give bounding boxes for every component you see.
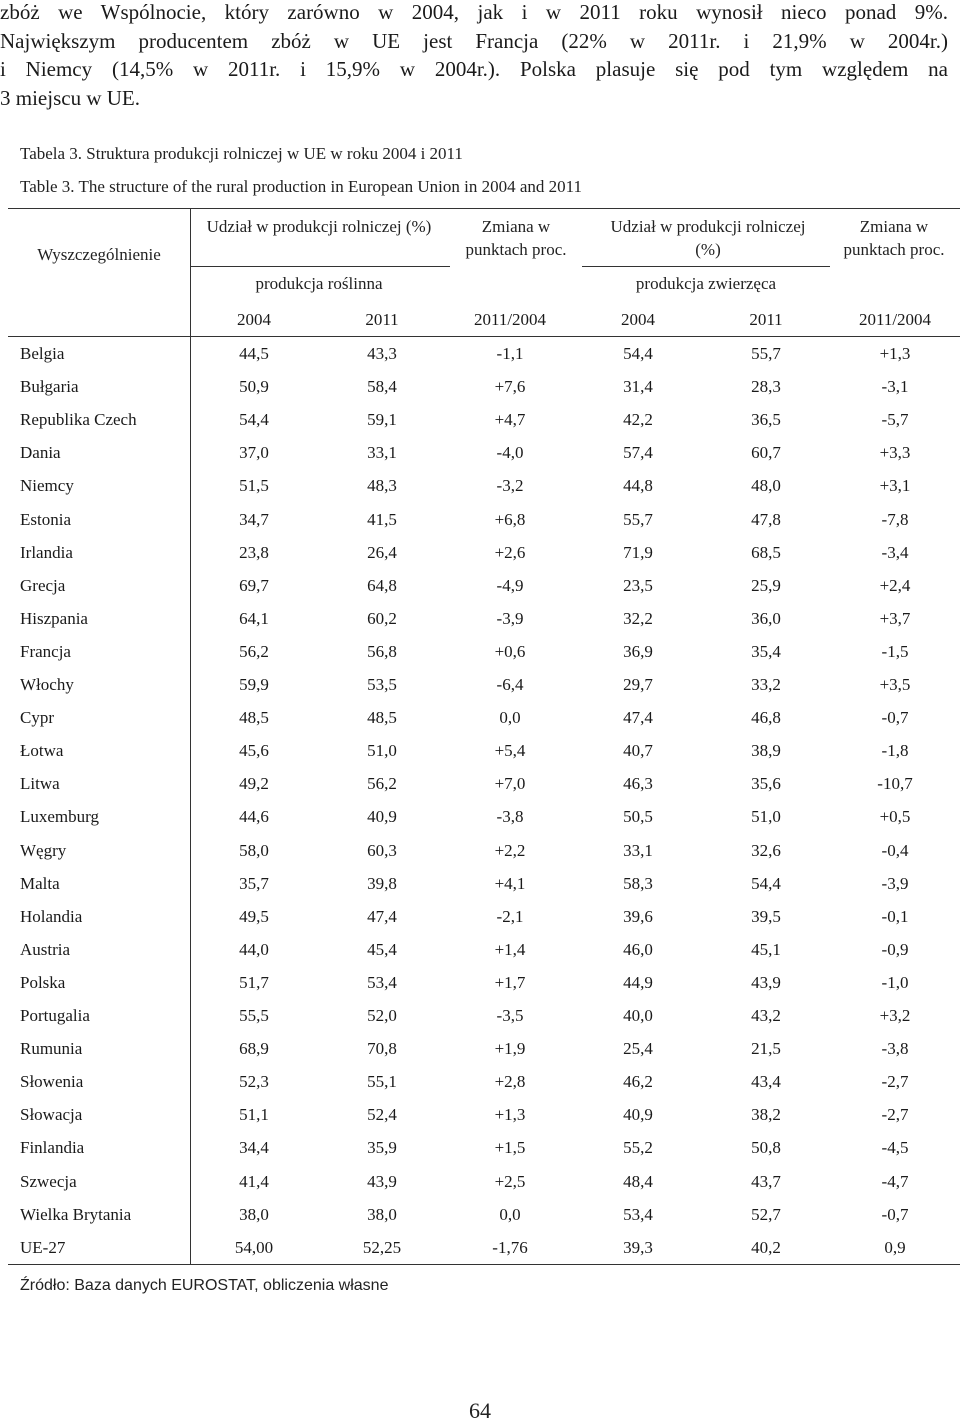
header-bottom-rule: [8, 336, 960, 337]
table-cell: 47,8: [751, 509, 781, 529]
row-label: Portugalia: [20, 1006, 90, 1025]
intro-line-2: Największym producentem zbóż w UE jest Francja (22% w 2011r. i 21,9% w 2004r.): [0, 28, 948, 53]
table-cell: -1,5: [881, 641, 909, 661]
table-cell: 21,5: [751, 1039, 781, 1059]
table-cell: -3,9: [881, 873, 909, 893]
row-label: Austria: [20, 939, 71, 959]
table-cell: 35,4: [751, 641, 781, 661]
table-cell: 64,1: [239, 608, 269, 628]
table-cell: 39,6: [623, 906, 653, 926]
table-cell: 60,7: [751, 443, 781, 463]
table-cell: 0,0: [499, 708, 521, 728]
row-label: Estonia: [20, 509, 71, 529]
row-label: Niemcy: [20, 476, 74, 496]
table-cell: 51,0: [751, 807, 781, 827]
table-cell: -3,8: [881, 1039, 909, 1059]
table-cell: 45,1: [751, 939, 781, 959]
table-cell: +1,9: [494, 1039, 526, 1059]
table-cell: 42,2: [623, 410, 653, 430]
table-cell: 53,4: [367, 972, 397, 992]
table-cell: +0,6: [494, 641, 526, 661]
table-cell: -6,4: [496, 675, 524, 694]
table-cell: 47,4: [367, 906, 397, 926]
table-cell: +5,4: [494, 741, 526, 761]
row-label: Wielka Brytania: [20, 1204, 132, 1224]
table-cell: 60,2: [367, 608, 397, 628]
row-label: Malta: [20, 873, 60, 893]
table-cell: 40,0: [623, 1006, 653, 1025]
row-label: Słowenia: [20, 1072, 84, 1092]
table-cell: 36,9: [623, 641, 653, 661]
table-cell: 46,2: [623, 1072, 653, 1092]
header-animal-share: Udział w produkcji rolniczej (%): [610, 217, 806, 259]
table-cell: 32,6: [751, 840, 781, 860]
table-cell: -5,7: [881, 410, 909, 430]
table-cell: 51,5: [239, 476, 269, 496]
table-cell: 43,9: [751, 972, 781, 992]
year-header: 2011: [365, 310, 399, 329]
table-cell: 25,4: [623, 1039, 653, 1059]
table-cell: 55,7: [623, 509, 653, 529]
table-cell: 46,8: [751, 708, 781, 728]
row-label: Słowacja: [20, 1105, 83, 1125]
table-cell: 51,7: [239, 972, 269, 992]
intro-line-4: 3 miejscu w UE.: [0, 85, 140, 110]
table-cell: 38,0: [239, 1204, 269, 1224]
table-cell: 54,4: [623, 344, 653, 363]
table-cell: -1,76: [492, 1237, 528, 1257]
table-cell: 28,3: [751, 377, 781, 397]
table-cell: 60,3: [367, 840, 397, 860]
table-cell: -2,7: [881, 1105, 909, 1125]
table-cell: -3,4: [881, 542, 909, 562]
table-cell: -1,0: [881, 972, 909, 992]
table-cell: -2,1: [496, 906, 524, 926]
table-cell: 58,4: [367, 377, 397, 397]
table-cell: 49,2: [239, 774, 269, 794]
table-cell: -4,9: [496, 575, 524, 595]
table-cell: 34,4: [239, 1138, 269, 1158]
table-cell: 52,3: [239, 1072, 269, 1092]
table-cell: 46,3: [623, 774, 653, 794]
row-label: Łotwa: [20, 741, 64, 761]
animal-subheader-rule: [582, 266, 830, 267]
table-cell: 52,25: [362, 1237, 402, 1257]
row-label: Finlandia: [20, 1138, 85, 1158]
row-label: Włochy: [20, 675, 74, 694]
table-cell: -2,7: [881, 1072, 909, 1092]
table-cell: 31,4: [623, 377, 653, 397]
row-label: Irlandia: [20, 542, 73, 562]
table-cell: 43,4: [751, 1072, 781, 1092]
table-cell: +3,7: [879, 608, 911, 628]
table-cell: +2,6: [494, 542, 526, 562]
table-cell: -4,7: [881, 1171, 909, 1191]
table-cell: 32,2: [623, 608, 653, 628]
year-header: 2011/2004: [473, 310, 547, 329]
table-cell: 50,8: [751, 1138, 781, 1158]
table-cell: 68,9: [239, 1039, 269, 1059]
table-cell: 59,1: [367, 410, 397, 430]
table-cell: 40,7: [623, 741, 653, 761]
table-bottom-rule: [8, 1264, 960, 1265]
row-label: Litwa: [20, 774, 60, 794]
table-cell: 37,0: [239, 443, 269, 463]
table-cell: 56,8: [367, 641, 397, 661]
table-cell: -3,2: [496, 476, 524, 496]
row-label: Republika Czech: [20, 410, 137, 430]
table-cell: 59,9: [239, 675, 269, 694]
row-label: UE-27: [20, 1237, 66, 1257]
table-cell: +1,3: [879, 344, 911, 363]
table-cell: 44,5: [239, 344, 269, 363]
row-label: Grecja: [20, 575, 66, 595]
row-label: Dania: [20, 443, 61, 463]
table-cell: +3,2: [879, 1006, 911, 1025]
table-cell: 35,6: [751, 774, 781, 794]
table-cell: -0,7: [881, 708, 909, 728]
table-cell: 44,0: [239, 939, 269, 959]
table-cell: +3,5: [879, 675, 911, 694]
table-cell: -0,1: [881, 906, 909, 926]
table-cell: 35,7: [239, 873, 269, 893]
table-cell: 58,0: [239, 840, 269, 860]
table-cell: 40,2: [751, 1237, 781, 1257]
table-cell: -0,9: [881, 939, 909, 959]
table-top-rule: [8, 208, 960, 209]
table-cell: -3,9: [496, 608, 524, 628]
table-caption-pl: Tabela 3. Struktura produkcji rolniczej w UE w roku 2004 i 2011: [20, 144, 463, 163]
table-cell: 55,1: [367, 1072, 397, 1092]
row-label: Francja: [20, 641, 71, 661]
table-cell: 45,4: [367, 939, 397, 959]
table-cell: 58,3: [623, 873, 653, 893]
intro-line-1: zbóż we Wspólnocie, który zarówno w 2004, jak i w 2011 roku wynosił nieco ponad 9%.: [0, 0, 948, 24]
row-label: Luxemburg: [20, 807, 100, 827]
table-cell: -3,1: [881, 377, 909, 397]
table-cell: 41,4: [239, 1171, 269, 1191]
table-cell: 39,8: [367, 873, 397, 893]
table-cell: 64,8: [367, 575, 397, 595]
table-cell: 57,4: [623, 443, 653, 463]
table-cell: 52,7: [751, 1204, 781, 1224]
table-cell: 43,7: [751, 1171, 781, 1191]
table-cell: 53,5: [367, 675, 397, 694]
table-cell: +2,8: [494, 1072, 526, 1092]
table-cell: 29,7: [623, 675, 653, 694]
table-cell: 35,9: [367, 1138, 397, 1158]
table-cell: 47,4: [623, 708, 653, 728]
table-cell: 70,8: [367, 1039, 397, 1059]
header-animal-production: produkcja zwierzęca: [635, 274, 777, 293]
table-cell: +2,4: [879, 575, 911, 595]
table-cell: +6,8: [494, 509, 526, 529]
page-number: 64: [469, 1398, 491, 1423]
table-cell: -3,8: [496, 807, 524, 827]
table-cell: 44,9: [623, 972, 653, 992]
table-cell: +2,5: [494, 1171, 526, 1191]
table-cell: 0,9: [884, 1237, 906, 1257]
table-cell: 50,9: [239, 377, 269, 397]
table-cell: 48,3: [367, 476, 397, 496]
table-cell: 68,5: [751, 542, 781, 562]
year-header: 2004: [621, 310, 655, 329]
table-cell: +2,2: [494, 840, 526, 860]
header-specification: Wyszczególnienie: [37, 245, 161, 264]
table-cell: 23,5: [623, 575, 653, 595]
table-cell: 49,5: [239, 906, 269, 926]
table-cell: 48,4: [623, 1171, 653, 1191]
table-cell: 56,2: [367, 774, 397, 794]
header-animal-change: Zmiana w punktach proc.: [843, 217, 945, 259]
table-cell: 33,2: [751, 675, 781, 694]
table-cell: 48,5: [367, 708, 397, 728]
table-cell: +7,6: [494, 377, 526, 397]
header-plant-production: produkcja roślinna: [255, 274, 383, 293]
table-caption-en: Table 3. The structure of the rural production in European Union in 2004 and 2011: [20, 177, 583, 196]
table-cell: 38,2: [751, 1105, 781, 1125]
table-cell: 52,0: [367, 1006, 397, 1025]
table-cell: 48,0: [751, 476, 781, 496]
intro-paragraph: [0, 0, 960, 112]
table-cell: 43,3: [367, 344, 397, 363]
table-cell: 34,7: [239, 509, 269, 529]
table-cell: 40,9: [367, 807, 397, 827]
table-cell: -7,8: [881, 509, 909, 529]
table-cell: -1,8: [881, 741, 909, 761]
source-note: Źródło: Baza danych EUROSTAT, obliczenia własne: [20, 1277, 389, 1294]
table-cell: 36,0: [751, 608, 781, 628]
table-cell: -1,1: [496, 344, 524, 363]
table-cell: -0,4: [881, 840, 909, 860]
table-cell: 44,6: [239, 807, 269, 827]
table-cell: +4,7: [494, 410, 526, 430]
table-cell: 33,1: [623, 840, 653, 860]
table-cell: 40,9: [623, 1105, 653, 1125]
row-label: Hiszpania: [20, 608, 88, 628]
table-cell: +1,4: [494, 939, 526, 959]
table-cell: 45,6: [239, 741, 269, 761]
table-cell: 39,5: [751, 906, 781, 926]
table-cell: 23,8: [239, 542, 269, 562]
row-label: Cypr: [20, 708, 54, 728]
table-cell: -3,5: [496, 1006, 524, 1025]
table-cell: 44,8: [623, 476, 653, 496]
row-label: Rumunia: [20, 1039, 83, 1059]
table-cell: +1,3: [494, 1105, 526, 1125]
table-cell: -0,7: [881, 1204, 909, 1224]
row-label: Belgia: [20, 344, 65, 363]
table-cell: 0,0: [499, 1204, 521, 1224]
table-cell: 51,0: [367, 741, 397, 761]
table-cell: 39,3: [623, 1237, 653, 1257]
table-cell: +3,1: [879, 476, 911, 496]
year-header: 2011/2004: [858, 310, 932, 329]
table-cell: 54,4: [751, 873, 781, 893]
row-label: Węgry: [20, 840, 67, 860]
table-cell: 71,9: [623, 542, 653, 562]
table-cell: +7,0: [494, 774, 526, 794]
table-cell: 69,7: [239, 575, 269, 595]
header-plant-share: Udział w produkcji rolniczej (%): [206, 217, 432, 236]
table-cell: 55,2: [623, 1138, 653, 1158]
table-cell: 54,00: [234, 1237, 274, 1257]
header-plant-change: Zmiana w punktach proc.: [465, 217, 567, 259]
plant-subheader-rule: [190, 266, 450, 267]
table-cell: 52,4: [367, 1105, 397, 1125]
year-header: 2004: [237, 310, 271, 329]
table-cell: 53,4: [623, 1204, 653, 1224]
table-cell: 26,4: [367, 542, 397, 562]
table-cell: 38,0: [367, 1204, 397, 1224]
table-cell: +1,5: [494, 1138, 526, 1158]
table-cell: 46,0: [623, 939, 653, 959]
table-cell: 43,2: [751, 1006, 781, 1025]
table-cell: 33,1: [367, 443, 397, 463]
table-cell: 51,1: [239, 1105, 269, 1125]
table-cell: 38,9: [751, 741, 781, 761]
table-cell: 56,2: [239, 641, 269, 661]
row-label: Holandia: [20, 906, 83, 926]
table-cell: 41,5: [367, 509, 397, 529]
year-header: 2011: [749, 310, 783, 329]
table-cell: 36,5: [751, 410, 781, 430]
intro-line-3: i Niemcy (14,5% w 2011r. i 15,9% w 2004r.). Polska plasuje się pod tym względem na: [0, 57, 948, 82]
row-label: Bułgaria: [20, 377, 79, 397]
table-cell: -4,5: [881, 1138, 909, 1158]
table-cell: 55,5: [239, 1006, 269, 1025]
table-cell: -4,0: [496, 443, 524, 463]
table-cell: -10,7: [877, 774, 913, 794]
table-cell: +1,7: [494, 972, 526, 992]
table-cell: 43,9: [367, 1171, 397, 1191]
table-cell: +4,1: [494, 873, 526, 893]
row-label: Polska: [20, 972, 66, 992]
table-cell: 25,9: [751, 575, 781, 595]
table-cell: 54,4: [239, 410, 269, 430]
table-cell: 50,5: [623, 807, 653, 827]
table-cell: 55,7: [751, 344, 781, 363]
table-cell: +3,3: [879, 443, 911, 463]
row-label: Szwecja: [20, 1171, 77, 1191]
table-cell: 48,5: [239, 708, 269, 728]
table-cell: +0,5: [879, 807, 911, 827]
